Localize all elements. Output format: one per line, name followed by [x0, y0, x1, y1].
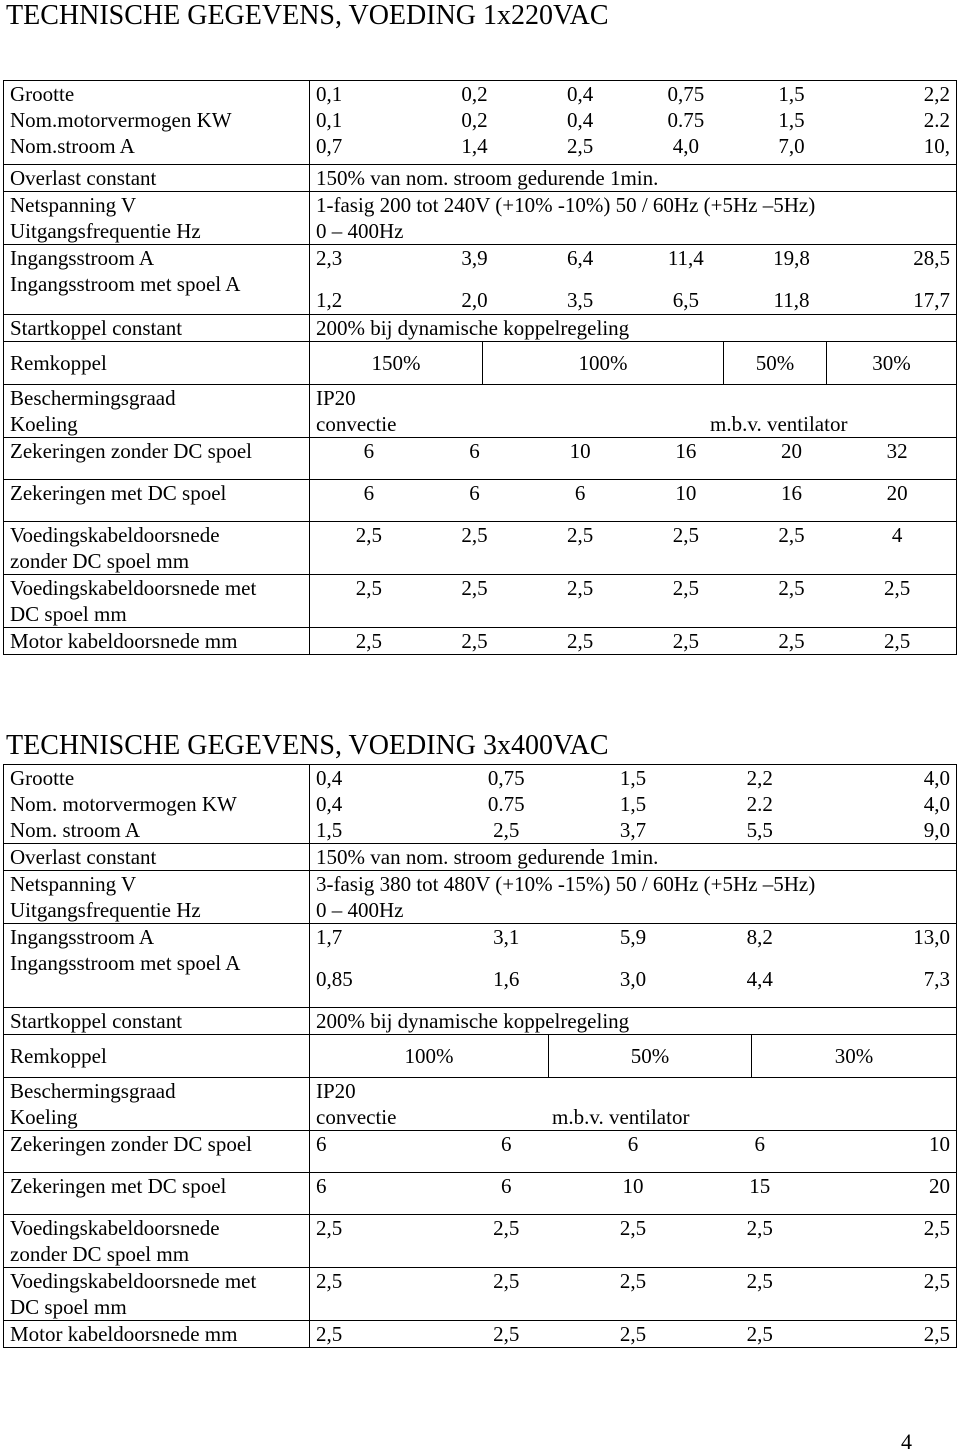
cell: 19,8: [773, 246, 810, 270]
label-netspanning: Netspanning V: [10, 872, 137, 896]
label-kabel-zonder-1: Voedingskabeldoorsnede: [10, 1216, 220, 1240]
row-labels: [4, 871, 310, 924]
values-koeling: [316, 411, 950, 437]
cell: 2,5: [778, 576, 805, 600]
cell: 1,4: [461, 134, 488, 158]
row-values: [310, 1215, 957, 1268]
row-values: [310, 438, 957, 480]
cell: 0,7: [316, 134, 343, 158]
label-zek-met: Zekeringen met DC spoel: [4, 1173, 310, 1215]
row-values: [310, 480, 957, 522]
cell: 3,0: [619, 967, 647, 991]
cell: 17,7: [913, 288, 950, 312]
label-beschermingsgraad: Beschermingsgraad: [10, 1079, 176, 1103]
row-values: [310, 1173, 957, 1215]
cell: 16: [675, 439, 697, 463]
values-nom-kw: [316, 791, 950, 817]
spec-table-1x220: [3, 80, 957, 655]
table-row: [4, 1173, 957, 1215]
label-remkoppel: Remkoppel: [4, 1035, 310, 1078]
value-koeling-2: m.b.v. ventilator: [710, 412, 848, 436]
label-ingangsstroom-spoel: Ingangsstroom met spoel A: [10, 951, 241, 975]
values-kabel-met: [316, 575, 950, 601]
label-nom-a: Nom.stroom A: [10, 134, 135, 158]
cell: 4,0: [923, 766, 950, 790]
cell: 9,0: [923, 818, 950, 842]
cell: 3,5: [567, 288, 594, 312]
table-row: [4, 81, 957, 165]
cell: 100%: [310, 1035, 549, 1077]
table-row: [4, 844, 957, 871]
cell: 0,1: [316, 108, 343, 132]
label-kabel-zonder-1: Voedingskabeldoorsnede: [10, 523, 220, 547]
cell: 15: [749, 1174, 771, 1198]
cell: 10: [569, 439, 591, 463]
cell: 6,4: [567, 246, 594, 270]
cell: 2,5: [923, 1322, 950, 1346]
row-values: [310, 1078, 957, 1131]
cell: 4,0: [923, 792, 950, 816]
label-netspanning: Netspanning V: [10, 193, 137, 217]
label-koeling: Koeling: [10, 1105, 78, 1129]
cell: 0,4: [316, 792, 343, 816]
values-nom-a: [316, 817, 950, 843]
values-remkoppel: [310, 342, 956, 384]
cell: 6: [500, 1174, 512, 1198]
cell: 50%: [724, 342, 827, 384]
section-title-3x400: TECHNISCHE GEGEVENS, VOEDING 3x400VAC: [6, 730, 609, 761]
label-zek-zonder: Zekeringen zonder DC spoel: [4, 1131, 310, 1173]
cell: 2,5: [778, 523, 805, 547]
table-row: [4, 765, 957, 844]
table-row: [4, 1078, 957, 1131]
value-overlast: 150% van nom. stroom gedurende 1min.: [310, 844, 957, 871]
cell: 2,5: [746, 1269, 773, 1293]
cell: 2,5: [316, 1322, 343, 1346]
cell: 50%: [549, 1035, 752, 1077]
values-kabel-zonder: [316, 522, 950, 548]
row-labels: [4, 192, 310, 245]
cell: 0.75: [667, 108, 705, 132]
cell: 2,5: [778, 629, 805, 653]
label-grootte: Grootte: [10, 82, 75, 106]
value-netspanning: 1-fasig 200 tot 240V (+10% -10%) 50 / 60Hz (+5Hz –5Hz): [316, 193, 816, 217]
values-zek-zonder: [316, 438, 950, 464]
cell: 6: [363, 439, 375, 463]
cell: 6,5: [672, 288, 699, 312]
label-kabel-met-2: DC spoel mm: [10, 1295, 127, 1319]
cell: 16: [780, 481, 802, 505]
cell: 2,5: [619, 1322, 647, 1346]
cell: 1,6: [493, 967, 520, 991]
cell: 7,3: [923, 967, 950, 991]
cell: 20: [780, 439, 802, 463]
cell: 2,5: [884, 576, 911, 600]
cell: 2,0: [461, 288, 488, 312]
row-values: [310, 342, 957, 385]
value-overlast: 150% van nom. stroom gedurende 1min.: [310, 165, 957, 192]
cell: 2,5: [672, 629, 699, 653]
cell: 30%: [834, 1044, 874, 1068]
label-grootte: Grootte: [10, 766, 75, 790]
values-kabel-met: [316, 1268, 950, 1294]
label-nom-kw: Nom.motorvermogen KW: [10, 108, 232, 132]
page-number: 4: [901, 1429, 912, 1454]
cell: 6: [469, 439, 480, 463]
value-beschermingsgraad: IP20: [316, 386, 356, 410]
table-row: [4, 438, 957, 480]
values-ingangsstroom: [316, 245, 950, 271]
row-values: [310, 245, 957, 315]
cell: 2,5: [493, 1216, 520, 1240]
values-zek-met: [316, 480, 950, 506]
row-values: [310, 1035, 957, 1078]
row-values: [310, 628, 957, 655]
cell: 20: [929, 1174, 950, 1198]
label-ingangsstroom: Ingangsstroom A: [10, 925, 155, 949]
cell: 0.75: [487, 792, 525, 816]
row-values: [310, 522, 957, 575]
value-koeling-2: m.b.v. ventilator: [552, 1105, 690, 1129]
label-startkoppel: Startkoppel constant: [4, 1008, 310, 1035]
table-row: [4, 1131, 957, 1173]
label-ingangsstroom: Ingangsstroom A: [10, 246, 155, 270]
table-row: [4, 1321, 957, 1348]
row-labels: [4, 765, 310, 844]
label-kabel-zonder-2: zonder DC spoel mm: [10, 549, 190, 573]
cell: 3,7: [619, 818, 647, 842]
label-remkoppel: Remkoppel: [4, 342, 310, 385]
cell: 2,5: [461, 629, 488, 653]
cell: 2,5: [355, 629, 382, 653]
cell: 10,: [923, 134, 950, 158]
values-ingangsstroom: [316, 924, 950, 950]
cell: 1,5: [778, 108, 805, 132]
cell: 0,4: [567, 82, 594, 106]
cell: 2,5: [746, 1216, 773, 1240]
table-row: [4, 385, 957, 438]
section-title-1x220: TECHNISCHE GEGEVENS, VOEDING 1x220VAC: [6, 0, 609, 31]
table-row: [4, 165, 957, 192]
values-nom-kw: [316, 107, 950, 133]
value-netspanning: 3-fasig 380 tot 480V (+10% -15%) 50 / 60Hz (+5Hz –5Hz): [316, 872, 816, 896]
label-kabel-met-1: Voedingskabeldoorsnede met: [10, 576, 257, 600]
row-values: [310, 575, 957, 628]
cell: 4,0: [672, 134, 699, 158]
cell: 150%: [310, 342, 483, 384]
cell: 1,2: [316, 288, 343, 312]
label-ingangsstroom-spoel: Ingangsstroom met spoel A: [10, 272, 241, 296]
cell: 10: [929, 1132, 950, 1156]
value-startkoppel: 200% bij dynamische koppelregeling: [310, 1008, 957, 1035]
spec-table-3x400: [3, 764, 957, 1348]
cell: 2,5: [493, 818, 520, 842]
row-values: [310, 765, 957, 844]
table-row: [4, 628, 957, 655]
table-row: [4, 575, 957, 628]
cell: 2,5: [355, 576, 382, 600]
values-ingangsstroom-spoel: [316, 287, 950, 313]
values-zek-zonder: [316, 1131, 950, 1157]
cell: 2,2: [746, 766, 773, 790]
label-nom-kw: Nom. motorvermogen KW: [10, 792, 237, 816]
label-motor-kabel: Motor kabeldoorsnede mm: [4, 1321, 310, 1348]
cell: 2,5: [461, 523, 488, 547]
row-values: [310, 385, 957, 438]
values-grootte: [316, 81, 950, 107]
cell: 10: [622, 1174, 644, 1198]
label-overlast: Overlast constant: [4, 165, 310, 192]
values-zek-met: [316, 1173, 950, 1199]
label-uitgangsfrequentie: Uitgangsfrequentie Hz: [10, 898, 201, 922]
cell: 2,5: [672, 576, 699, 600]
table-row: [4, 522, 957, 575]
table-row: [4, 342, 957, 385]
cell: 6: [754, 1132, 766, 1156]
cell: 0,75: [487, 766, 525, 790]
cell: 0,4: [567, 108, 594, 132]
table-row: [4, 245, 957, 315]
cell: 11,8: [773, 288, 810, 312]
cell: 6: [316, 1174, 327, 1198]
table-row: [4, 1008, 957, 1035]
cell: 2.2: [923, 108, 950, 132]
values-grootte: [316, 765, 950, 791]
cell: 4,4: [746, 967, 773, 991]
cell: 13,0: [913, 925, 950, 949]
cell: 0,85: [316, 967, 353, 991]
label-nom-a: Nom. stroom A: [10, 818, 141, 842]
table-row: [4, 480, 957, 522]
cell: 0,2: [461, 82, 488, 106]
cell: 2,5: [493, 1269, 520, 1293]
cell: 2.2: [746, 792, 773, 816]
cell: 5,9: [619, 925, 647, 949]
value-startkoppel: 200% bij dynamische koppelregeling: [310, 315, 957, 342]
row-labels: [4, 81, 310, 165]
cell: 2,5: [923, 1216, 950, 1240]
cell: 2,5: [923, 1269, 950, 1293]
cell: 2,5: [567, 523, 594, 547]
table-row: [4, 1215, 957, 1268]
cell: 2,5: [567, 134, 594, 158]
cell: 6: [469, 481, 480, 505]
table-row: [4, 1268, 957, 1321]
row-labels: [4, 522, 310, 575]
cell: 2,5: [355, 523, 382, 547]
row-values: [310, 1268, 957, 1321]
cell: 32: [886, 439, 908, 463]
label-koeling: Koeling: [10, 412, 78, 436]
table-row: [4, 192, 957, 245]
cell: 8,2: [746, 925, 773, 949]
cell: 2,5: [461, 576, 488, 600]
cell: 6: [316, 1132, 327, 1156]
cell: 0,1: [316, 82, 343, 106]
label-beschermingsgraad: Beschermingsgraad: [10, 386, 176, 410]
label-zek-zonder: Zekeringen zonder DC spoel: [4, 438, 310, 480]
cell: 1,7: [316, 925, 343, 949]
row-values: [310, 192, 957, 245]
cell: 1,5: [619, 792, 647, 816]
cell: 2,5: [619, 1216, 647, 1240]
cell: 2,5: [567, 576, 594, 600]
cell: 6: [627, 1132, 639, 1156]
row-values: [310, 1321, 957, 1348]
cell: 2,5: [672, 523, 699, 547]
cell: 2,5: [884, 629, 911, 653]
row-values: [310, 81, 957, 165]
values-motor-kabel: [316, 1321, 950, 1347]
cell: 10: [675, 481, 697, 505]
label-startkoppel: Startkoppel constant: [4, 315, 310, 342]
row-labels: [4, 245, 310, 315]
label-zek-met: Zekeringen met DC spoel: [4, 480, 310, 522]
cell: 0,4: [316, 766, 343, 790]
row-values: [310, 871, 957, 924]
label-kabel-met-1: Voedingskabeldoorsnede met: [10, 1269, 257, 1293]
cell: 1,5: [619, 766, 647, 790]
cell: 0,75: [667, 82, 705, 106]
table-row: [4, 871, 957, 924]
values-nom-a: [316, 133, 950, 159]
cell: 2,5: [493, 1322, 520, 1346]
cell: 2,3: [316, 246, 343, 270]
cell: 6: [500, 1132, 512, 1156]
value-koeling-1: convectie: [316, 412, 397, 436]
cell: 3,1: [493, 925, 520, 949]
values-koeling: [316, 1104, 950, 1130]
table-row: [4, 1035, 957, 1078]
cell: 2,5: [316, 1216, 343, 1240]
label-uitgangsfrequentie: Uitgangsfrequentie Hz: [10, 219, 201, 243]
value-uitgangsfrequentie: 0 – 400Hz: [316, 219, 404, 243]
value-uitgangsfrequentie: 0 – 400Hz: [316, 898, 404, 922]
cell: 1,5: [778, 82, 805, 106]
row-values: [310, 924, 957, 1008]
row-labels: [4, 1268, 310, 1321]
cell: 4: [891, 523, 903, 547]
cell: 100%: [483, 342, 724, 384]
values-motor-kabel: [316, 628, 950, 654]
label-overlast: Overlast constant: [4, 844, 310, 871]
cell: 5,5: [746, 818, 773, 842]
cell: 20: [886, 481, 908, 505]
table-row: [4, 924, 957, 1008]
values-ingangsstroom-spoel: [316, 966, 950, 992]
cell: 2,5: [746, 1322, 773, 1346]
cell: 0,2: [461, 108, 488, 132]
cell: 2,5: [567, 629, 594, 653]
cell: 6: [363, 481, 375, 505]
row-labels: [4, 1078, 310, 1131]
cell: 11,4: [667, 246, 704, 270]
table-row: [4, 315, 957, 342]
label-kabel-met-2: DC spoel mm: [10, 602, 127, 626]
cell: 3,9: [461, 246, 488, 270]
label-motor-kabel: Motor kabeldoorsnede mm: [4, 628, 310, 655]
cell: 7,0: [778, 134, 805, 158]
value-koeling-1: convectie: [316, 1105, 397, 1129]
cell: 2,2: [923, 82, 950, 106]
cell: 30%: [872, 351, 911, 375]
cell: 2,5: [619, 1269, 647, 1293]
cell: 6: [574, 481, 586, 505]
label-kabel-zonder-2: zonder DC spoel mm: [10, 1242, 190, 1266]
cell: 2,5: [316, 1269, 343, 1293]
value-beschermingsgraad: IP20: [316, 1079, 356, 1103]
row-labels: [4, 924, 310, 1008]
row-values: [310, 1131, 957, 1173]
cell: 28,5: [913, 246, 950, 270]
values-kabel-zonder: [316, 1215, 950, 1241]
row-labels: [4, 385, 310, 438]
values-remkoppel: [310, 1035, 956, 1077]
row-labels: [4, 575, 310, 628]
row-labels: [4, 1215, 310, 1268]
cell: 1,5: [316, 818, 343, 842]
